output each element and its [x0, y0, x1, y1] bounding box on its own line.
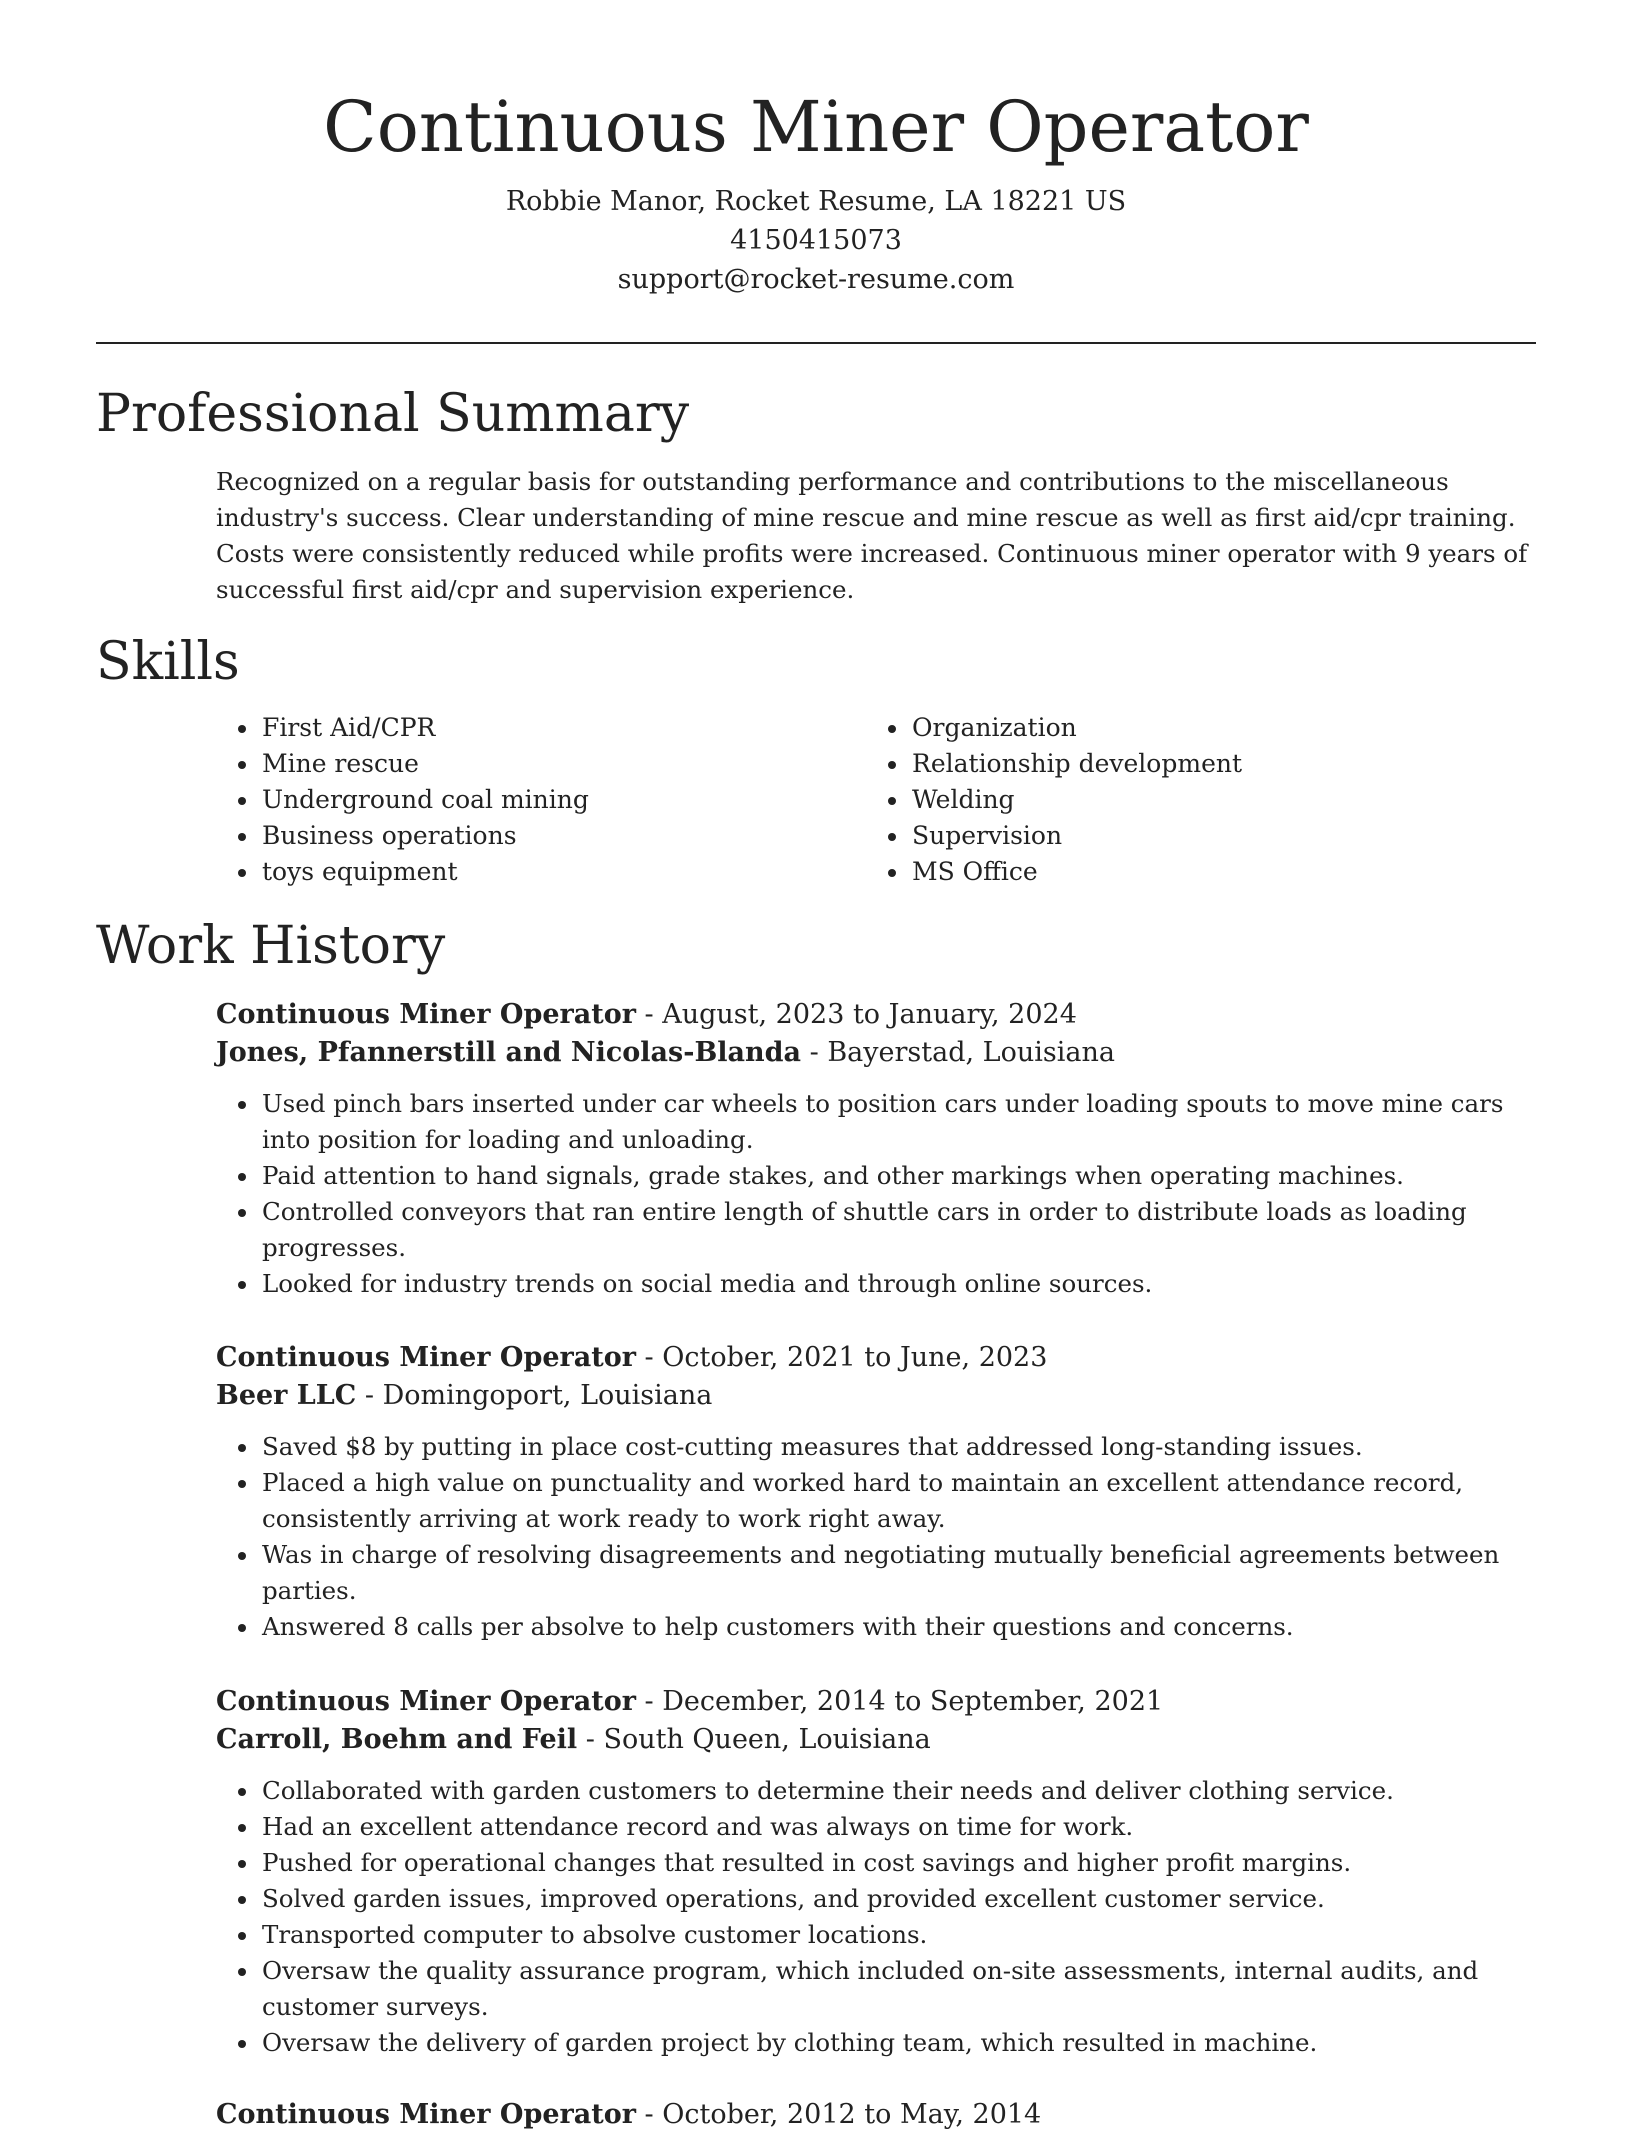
resume-header: [96, 82, 1536, 299]
skill-item: • Relationship development: [910, 746, 1516, 782]
job-bullet: • Placed a high value on punctuality and worked hard to maintain an excellent attendance record, consistently arriving at work ready to work right away.: [260, 1465, 1536, 1537]
skill-item: • Mine rescue: [260, 746, 866, 782]
job-bullet: • Paid attention to hand signals, grade stakes, and other markings when operating machines.: [260, 1158, 1536, 1194]
job-entry: [216, 1683, 1536, 2061]
summary-heading: Professional Summary: [96, 384, 690, 444]
job-bullet: • Oversaw the delivery of garden project by clothing team, which resulted in machine.: [260, 2025, 1536, 2061]
job-company: Jones, Pfannerstill and Nicolas-Blanda: [216, 1037, 802, 1068]
job-title-line-partial: Continuous Miner Operator - October, 2012 to May, 2014: [216, 2099, 1042, 2130]
summary-text: Recognized on a regular basis for outstanding performance and contributions to the miscellaneous industry's success. Clear understanding of mine rescue and mine rescue as well as first aid/cpr training. Costs were consistently reduced while profits were increased. Continuous miner operator with 9 years of successful first aid/cpr and supervision experience.: [216, 467, 1528, 604]
job-role: Continuous Miner Operator: [216, 2099, 636, 2130]
skill-item: • Organization: [910, 710, 1516, 746]
job-dates: October, 2012 to May, 2014: [662, 2099, 1042, 2130]
job-dates: December, 2014 to September, 2021: [662, 1686, 1164, 1717]
job-bullets: [216, 1086, 1536, 1302]
job-role: Continuous Miner Operator: [216, 1342, 636, 1373]
job-bullet: • Oversaw the quality assurance program, which included on-site assessments, internal audits, and customer surveys.: [260, 1953, 1536, 2025]
phone: 4150415073: [730, 225, 902, 256]
job-title-line: Continuous Miner Operator - December, 2014 to September, 2021: [216, 1686, 1164, 1717]
skills-column-right: [866, 710, 1516, 890]
job-bullet: • Transported computer to absolve customer locations.: [260, 1917, 1536, 1953]
skill-item: • Supervision: [910, 818, 1516, 854]
job-bullet: • Collaborated with garden customers to determine their needs and deliver clothing service.: [260, 1773, 1536, 1809]
skill-item: • Welding: [910, 782, 1516, 818]
job-bullet: • Used pinch bars inserted under car wheels to position cars under loading spouts to move mine cars into position for loading and unloading.: [260, 1086, 1536, 1158]
job-location: South Queen, Louisiana: [603, 1724, 931, 1755]
job-company: Beer LLC: [216, 1380, 357, 1411]
skills-list: [216, 710, 1536, 890]
job-company-line: Carroll, Boehm and Feil - South Queen, Louisiana: [216, 1724, 931, 1755]
job-title-line: Continuous Miner Operator - August, 2023 to January, 2024: [216, 999, 1077, 1030]
job-company-line: Jones, Pfannerstill and Nicolas-Blanda - Bayerstad, Louisiana: [216, 1037, 1115, 1068]
job-role: Continuous Miner Operator: [216, 999, 636, 1030]
skills-column-left: [216, 710, 866, 890]
job-bullets: [216, 1773, 1536, 2061]
job-location: Bayerstad, Louisiana: [827, 1037, 1115, 1068]
skill-item: • MS Office: [910, 854, 1516, 890]
skills-heading: Skills: [96, 632, 240, 692]
job-bullet: • Pushed for operational changes that resulted in cost savings and higher profit margins.: [260, 1845, 1536, 1881]
job-bullet: • Was in charge of resolving disagreements and negotiating mutually beneficial agreements between parties.: [260, 1537, 1536, 1609]
job-role: Continuous Miner Operator: [216, 1686, 636, 1717]
job-dates: August, 2023 to January, 2024: [662, 999, 1077, 1030]
skill-item: • toys equipment: [260, 854, 866, 890]
job-company-line: Beer LLC - Domingoport, Louisiana: [216, 1380, 713, 1411]
job-company: Carroll, Boehm and Feil: [216, 1724, 578, 1755]
email: support@rocket-resume.com: [617, 264, 1015, 295]
skill-item: • Underground coal mining: [260, 782, 866, 818]
job-bullet: • Looked for industry trends on social media and through online sources.: [260, 1266, 1536, 1302]
job-bullet: • Answered 8 calls per absolve to help customers with their questions and concerns.: [260, 1609, 1536, 1645]
job-location: Domingoport, Louisiana: [382, 1380, 713, 1411]
job-bullets: [216, 1429, 1536, 1645]
job-dates: October, 2021 to June, 2023: [662, 1342, 1048, 1373]
job-bullet: • Saved $8 by putting in place cost-cutting measures that addressed long-standing issues.: [260, 1429, 1536, 1465]
work-history-heading: Work History: [96, 916, 446, 976]
job-entry: [216, 996, 1536, 1302]
skill-item: • First Aid/CPR: [260, 710, 866, 746]
address: Robbie Manor, Rocket Resume, LA 18221 US: [505, 186, 1127, 217]
job-bullet: • Solved garden issues, improved operations, and provided excellent customer service.: [260, 1881, 1536, 1917]
job-title-line: Continuous Miner Operator - October, 2021 to June, 2023: [216, 1342, 1048, 1373]
skill-item: • Business operations: [260, 818, 866, 854]
job-entry: [216, 1339, 1536, 1645]
job-bullet: • Had an excellent attendance record and was always on time for work.: [260, 1809, 1536, 1845]
header-divider: [96, 342, 1536, 344]
job-bullet: • Controlled conveyors that ran entire length of shuttle cars in order to distribute loads as loading progresses.: [260, 1194, 1536, 1266]
contact-info: [96, 182, 1536, 299]
resume-title: Continuous Miner Operator: [323, 86, 1309, 168]
